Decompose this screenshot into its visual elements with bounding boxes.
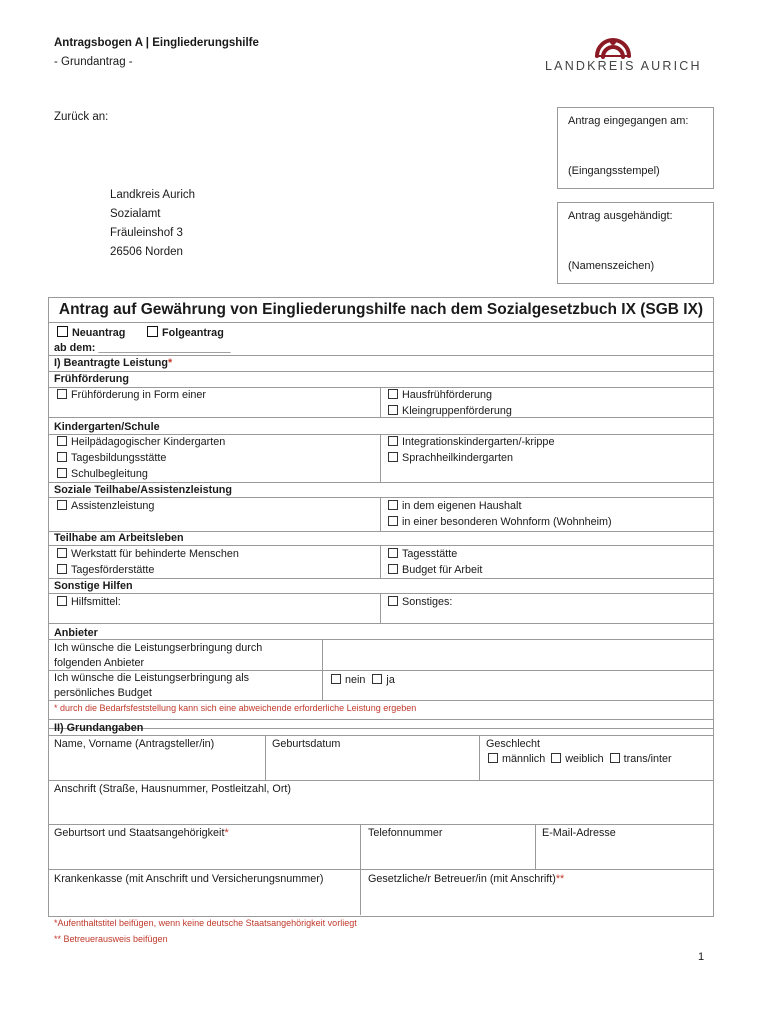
- sonstiges-checkbox[interactable]: Sonstiges:: [388, 596, 452, 608]
- eigener-haushalt-checkbox[interactable]: in dem eigenen Haushalt: [388, 500, 521, 512]
- handed-label: Antrag ausgehändigt:: [568, 210, 673, 222]
- gender-trans-checkbox[interactable]: trans/inter: [610, 753, 672, 765]
- tagesfoerderstaette-checkbox[interactable]: Tagesförderstätte: [57, 564, 154, 576]
- address-field[interactable]: Anschrift (Straße, Hausnummer, Postleitzahl, Ort): [54, 783, 292, 795]
- footnote-residence: *Aufenthaltstitel beifügen, wenn keine deutsche Staatsangehörigkeit vorliegt: [54, 918, 357, 928]
- group-kita-title: Kindergarten/Schule: [54, 421, 160, 433]
- document-subtitle: - Grundantrag -: [54, 56, 133, 68]
- gender-options: [488, 753, 672, 765]
- from-date-field[interactable]: ab dem: ______________________: [54, 342, 231, 354]
- provider-title: Anbieter: [54, 627, 98, 639]
- received-label: Antrag eingegangen am:: [568, 115, 689, 127]
- address-line: Fräuleinshof 3: [110, 227, 183, 239]
- section-1-frame: [48, 322, 714, 729]
- assistenz-checkbox[interactable]: Assistenzleistung: [57, 500, 154, 512]
- provider-line-1b: folgenden Anbieter: [54, 657, 145, 669]
- provider-line-1a: Ich wünsche die Leistungserbringung durch: [54, 642, 263, 654]
- group-arbeit-title: Teilhabe am Arbeitsleben: [54, 532, 184, 544]
- integration-checkbox[interactable]: Integrationskindergarten/-krippe: [388, 436, 554, 448]
- handed-stamp-box[interactable]: [557, 202, 714, 284]
- gender-label: Geschlecht: [486, 738, 541, 750]
- received-hint: (Eingangsstempel): [568, 165, 660, 177]
- kleingruppen-checkbox[interactable]: Kleingruppenförderung: [388, 405, 512, 417]
- folgeantrag-checkbox[interactable]: Folgeantrag: [147, 326, 224, 339]
- return-address: [110, 186, 195, 262]
- budget-choice: [331, 674, 395, 686]
- logo-text: LANDKREIS AURICH: [545, 59, 702, 73]
- insurance-field[interactable]: Krankenkasse (mit Anschrift und Versicherungsnummer): [54, 873, 324, 885]
- group-fruehfoerderung-title: Frühförderung: [54, 373, 129, 385]
- received-stamp-box[interactable]: [557, 107, 714, 189]
- page-number: 1: [698, 951, 705, 963]
- section-1-title: I) Beantragte Leistung*: [54, 357, 173, 369]
- werkstatt-checkbox[interactable]: Werkstatt für behinderte Menschen: [57, 548, 239, 560]
- heilpaedagogisch-checkbox[interactable]: Heilpädagogischer Kindergarten: [57, 436, 225, 448]
- address-line: Landkreis Aurich: [110, 189, 196, 201]
- address-line: Sozialamt: [110, 208, 161, 220]
- provider-line-2a: Ich wünsche die Leistungserbringung als: [54, 672, 250, 684]
- budget-yes-checkbox[interactable]: ja: [372, 674, 394, 686]
- hilfsmittel-checkbox[interactable]: Hilfsmittel:: [57, 596, 121, 608]
- tagesbildung-checkbox[interactable]: Tagesbildungsstätte: [57, 452, 166, 464]
- birthplace-field[interactable]: Geburtsort und Staatsangehörigkeit*: [54, 827, 229, 839]
- tagesstaette-checkbox[interactable]: Tagesstätte: [388, 548, 457, 560]
- gender-female-checkbox[interactable]: weiblich: [551, 753, 603, 765]
- email-field[interactable]: E-Mail-Adresse: [542, 827, 616, 839]
- fruehfoerderung-checkbox[interactable]: Frühförderung in Form einer: [57, 389, 206, 401]
- hausfruehfoerderung-checkbox[interactable]: Hausfrühförderung: [388, 389, 492, 401]
- address-line: 26506 Norden: [110, 246, 183, 258]
- wohnform-checkbox[interactable]: in einer besonderen Wohnform (Wohnheim): [388, 516, 612, 528]
- sprachheil-checkbox[interactable]: Sprachheilkindergarten: [388, 452, 513, 464]
- return-label: Zurück an:: [54, 111, 109, 123]
- landkreis-aurich-logo: [545, 34, 715, 84]
- handed-hint: (Namenszeichen): [568, 260, 655, 272]
- guardian-field[interactable]: Gesetzliche/r Betreuer/in (mit Anschrift)**: [368, 873, 565, 885]
- footnote-guardian: ** Betreuerausweis beifügen: [54, 934, 168, 944]
- section-2-title: II) Grundangaben: [54, 722, 144, 734]
- budget-no-checkbox[interactable]: nein: [331, 674, 365, 686]
- schulbegleitung-checkbox[interactable]: Schulbegleitung: [57, 468, 148, 480]
- form-title: Antrag auf Gewährung von Eingliederungshilfe nach dem Sozialgesetzbuch IX (SGB IX): [48, 297, 714, 323]
- neuantrag-checkbox[interactable]: Neuantrag: [57, 326, 125, 339]
- group-teilhabe-title: Soziale Teilhabe/Assistenzleistung: [54, 484, 232, 496]
- birthdate-field[interactable]: Geburtsdatum: [272, 738, 341, 750]
- budget-arbeit-checkbox[interactable]: Budget für Arbeit: [388, 564, 482, 576]
- group-sonstige-title: Sonstige Hilfen: [54, 580, 133, 592]
- gender-male-checkbox[interactable]: männlich: [488, 753, 545, 765]
- section-1-footnote: * durch die Bedarfsfeststellung kann sich eine abweichende erforderliche Leistung ergeben: [54, 703, 417, 713]
- provider-line-2b: persönliches Budget: [54, 687, 152, 699]
- phone-field[interactable]: Telefonnummer: [368, 827, 443, 839]
- document-title: Antragsbogen A | Eingliederungshilfe: [54, 37, 259, 49]
- name-field[interactable]: Name, Vorname (Antragsteller/in): [54, 738, 215, 750]
